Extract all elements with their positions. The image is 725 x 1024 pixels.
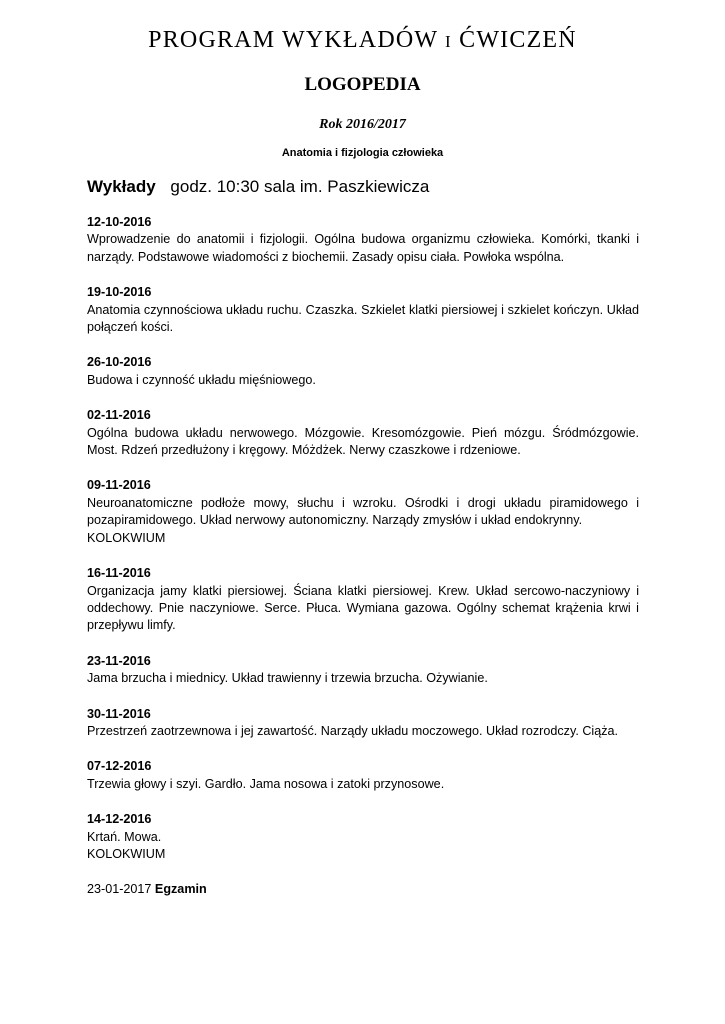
schedule-entry bbox=[87, 758, 639, 793]
lectures-label: Wykłady bbox=[87, 177, 156, 196]
schedule-entry bbox=[87, 354, 639, 389]
entry-date: 16-11-2016 bbox=[87, 566, 151, 581]
academic-year: Rok 2016/2017 bbox=[319, 117, 406, 132]
title-main: PROGRAM WYKŁADÓW bbox=[148, 27, 438, 53]
entry-description: Krtań. Mowa. bbox=[87, 829, 162, 844]
document-title bbox=[0, 26, 725, 56]
entry-note: KOLOKWIUM bbox=[87, 530, 166, 545]
lectures-info: godz. 10:30 sala im. Paszkiewicza bbox=[170, 177, 430, 196]
entry-date: 30-11-2016 bbox=[87, 706, 151, 721]
entry-description: Organizacja jamy klatki piersiowej. Ściana klatki piersiowej. Krew. Układ sercowo-naczyniowy i oddechowy. Pnie naczyniowe. Serce. Płuca. Wymiana gazowa. Ogólny schemat krążenia krwi i przepływu limfy. bbox=[87, 583, 639, 633]
entry-description: Ogólna budowa układu nerwowego. Mózgowie. Kresomózgowie. Pień mózgu. Śródmózgowie. Most. Rdzeń przedłużony i kręgowy. Móżdżek. Nerwy czaszkowe i rdzeniowe. bbox=[87, 425, 639, 458]
entry-date: 23-11-2016 bbox=[87, 653, 151, 668]
schedule-entry bbox=[87, 214, 639, 266]
entry-description: Przestrzeń zaotrzewnowa i jej zawartość. Narządy układu moczowego. Układ rozrodczy. Ciąża. bbox=[87, 723, 619, 738]
entry-date: 07-12-2016 bbox=[87, 759, 152, 774]
lecture-schedule bbox=[87, 214, 639, 899]
lectures-header bbox=[87, 175, 429, 199]
schedule-entry bbox=[87, 811, 639, 863]
entry-date: 19-10-2016 bbox=[87, 285, 152, 300]
course-name: Anatomia i fizjologia człowieka bbox=[281, 147, 444, 159]
schedule-entry bbox=[87, 284, 639, 336]
entry-description: Jama brzucha i miednicy. Układ trawienny i trzewia brzucha. Ożywianie. bbox=[87, 671, 488, 686]
schedule-entry bbox=[87, 407, 639, 459]
entry-description: Budowa i czynność układu mięśniowego. bbox=[87, 372, 316, 387]
entry-date: 02-11-2016 bbox=[87, 408, 151, 423]
entry-description: Anatomia czynnościowa układu ruchu. Czaszka. Szkielet klatki piersiowej i szkielet kończyn. Układ połączeń kości. bbox=[87, 302, 639, 335]
entry-date: 12-10-2016 bbox=[87, 215, 152, 229]
entry-note: KOLOKWIUM bbox=[87, 846, 166, 861]
entry-date: 09-11-2016 bbox=[87, 478, 151, 493]
program-name: LOGOPEDIA bbox=[304, 74, 421, 95]
schedule-entry bbox=[87, 653, 639, 688]
exam-label: Egzamin bbox=[154, 882, 207, 897]
exam-line bbox=[87, 881, 639, 898]
entry-date: 14-12-2016 bbox=[87, 812, 152, 827]
title-conjunction: I bbox=[445, 32, 452, 51]
exam-date: 23-01-2017 bbox=[87, 882, 152, 897]
entry-description: Wprowadzenie do anatomii i fizjologii. Ogólna budowa organizmu człowieka. Komórki, tkanki i narządy. Podstawowe wiadomości z biochemii. Zasady opisu ciała. Powłoka wspólna. bbox=[87, 232, 639, 264]
schedule-entry bbox=[87, 477, 639, 547]
entry-description: Neuroanatomiczne podłoże mowy, słuchu i wzroku. Ośrodki i drogi układu piramidowego i pozapiramidowego. Układ nerwowy autonomiczny. Narządy zmysłów i układ endokrynny. bbox=[87, 495, 639, 528]
schedule-entry bbox=[87, 565, 639, 635]
title-end: ĆWICZEŃ bbox=[459, 27, 577, 53]
entry-description: Trzewia głowy i szyi. Gardło. Jama nosowa i zatoki przynosowe. bbox=[87, 776, 445, 791]
schedule-entry bbox=[87, 706, 639, 741]
entry-date: 26-10-2016 bbox=[87, 355, 152, 370]
